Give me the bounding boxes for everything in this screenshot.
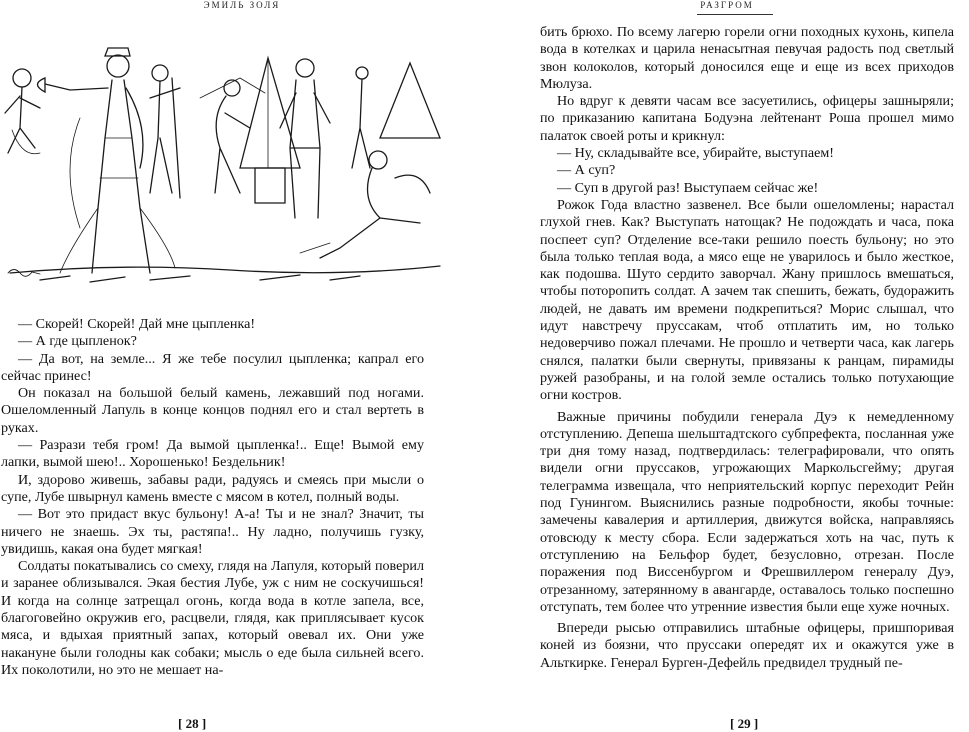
- paragraph: Рожок Года властно зазвенел. Все были ошеломлены; нарастал глухой гнев. Как? Выступать натощак? Не подождать и часа, пока поспеет суп? Отделение все-таки решило поесть бульону; но это была только теплая вода, а мясо еще не уварилось и было жесткое, как подошва. Шуто сердито заворчал. Жану пришлось вмешаться, чтобы поторопить солдат. А зачем так спешить, бежать, будоражить людей, не давать им времени подкрепиться? Морис слышал, что идут навстречу пруссакам, чтоб отплатить им, но только недоверчиво пожал плечами. Не прошло и четверти часа, как лагерь снялся, палатки были свернуты, привязаны к ранцам, пирамиды ружей разобраны, и на голой земле остались только потухающие огни костров.: [540, 196, 954, 404]
- right-body-text: [540, 24, 954, 672]
- paragraph: — Ну, складывайте все, убирайте, выступаем!: [557, 145, 834, 162]
- page-number: [ 29 ]: [730, 716, 759, 731]
- left-page: [0, 0, 484, 730]
- left-body-text: [1, 316, 424, 679]
- paragraph: Он показал на большой белый камень, лежавший под ногами. Ошеломленный Лапуль в конце концов поднял его и стал вертеть в руках.: [1, 385, 424, 436]
- paragraph: — А где цыпленок?: [18, 333, 137, 350]
- paragraph: Но вдруг к девяти часам все засуетились, офицеры зашныряли; по приказанию капитана Бодуэна лейтенант Роша прошел мимо палаток своей роты и крикнул:: [540, 93, 954, 144]
- paragraph: — Разрази тебя гром! Да вымой цыпленка!.. Еще! Вымой ему лапки, вымой шею!.. Хорошенько! Бездельник!: [1, 437, 424, 471]
- paragraph: — Вот это придаст вкус бульону! А-а! Ты и не знал? Значит, ты ничего не знаешь. Эх ты, растяпа!.. Ну ладно, получишь гузку, увидишь, какая она будет мягкая!: [1, 506, 424, 557]
- paragraph: И, здорово живешь, забавы ради, радуясь и смеясь при мысли о супе, Лубе швырнул камень вместе с мясом в котел, полный воды.: [1, 471, 424, 505]
- page-number: [ 28 ]: [178, 716, 207, 731]
- engraving-soldiers-camp-icon: [0, 18, 460, 288]
- paragraph: бить брюхо. По всему лагерю горели огни походных кухонь, кипела вода в котелках и царила ненасытная певучая радость под светлый звон колоколов, который доносился еще и еще из всех приходов Мюлуза.: [540, 24, 954, 92]
- paragraph: — А суп?: [557, 162, 616, 179]
- paragraph: Важные причины побудили генерала Дуэ к немедленному отступлению. Депеша шельштадтского субпрефекта, посланная уже три дня тому назад, подтвердилась: телеграфировали, что опять видели огни пруссаков, угрожающих Маркольсгейму; другая телеграмма извещала, что неприятельский корпус переходит Рейн под Гунингом. Выяснились разные подробности, якобы точные: замечены кавалерия и артиллерия, движутся войска, направляясь отовсюду к месту сбора. Если задержаться хоть на час, путь к отступлению на Бельфор будет, безусловно, отрезан. После поражения под Виссенбургом и Фрешвиллером генералу Дуэ, отрезанному, затерянному в авангарде, оставалось только поспешно отступать, тем более что утренние известия были еще хуже ночных.: [540, 408, 954, 615]
- running-head-rule: [697, 14, 773, 15]
- running-head-author: ЭМИЛЬ ЗОЛЯ: [203, 0, 281, 10]
- running-head-title: РАЗГРОМ: [700, 0, 754, 10]
- paragraph: — Да вот, на земле... Я же тебе посулил цыпленка; капрал его сейчас принес!: [1, 350, 424, 384]
- paragraph: Впереди рысью отправились штабные офицеры, пришпоривая коней из боязни, что пруссаки опередят их и окажутся уже в Альткирке. Генерал Бурген-Дефейль предвидел трудный пе-: [540, 620, 954, 671]
- paragraph: — Скорей! Скорей! Дай мне цыпленка!: [18, 316, 256, 332]
- paragraph: — Суп в другой раз! Выступаем сейчас же!: [557, 179, 819, 196]
- right-page: [485, 0, 969, 730]
- paragraph: Солдаты покатывались со смеху, глядя на Лапуля, который поверил и заранее облизывался. Экая бестия Лубе, уж с ним не соскучишься! И когда на солнце затрещал огонь, когда вода в котле запела, все, благоговейно окружив его, расцвели, глядя, как приплясывает кусок мяса, и вдыхая приятный запах, который овевал их. Они уже накануне были голодны как собаки; мысль о еде была сильней всего. Их поколотили, но это не мешает на-: [1, 558, 424, 678]
